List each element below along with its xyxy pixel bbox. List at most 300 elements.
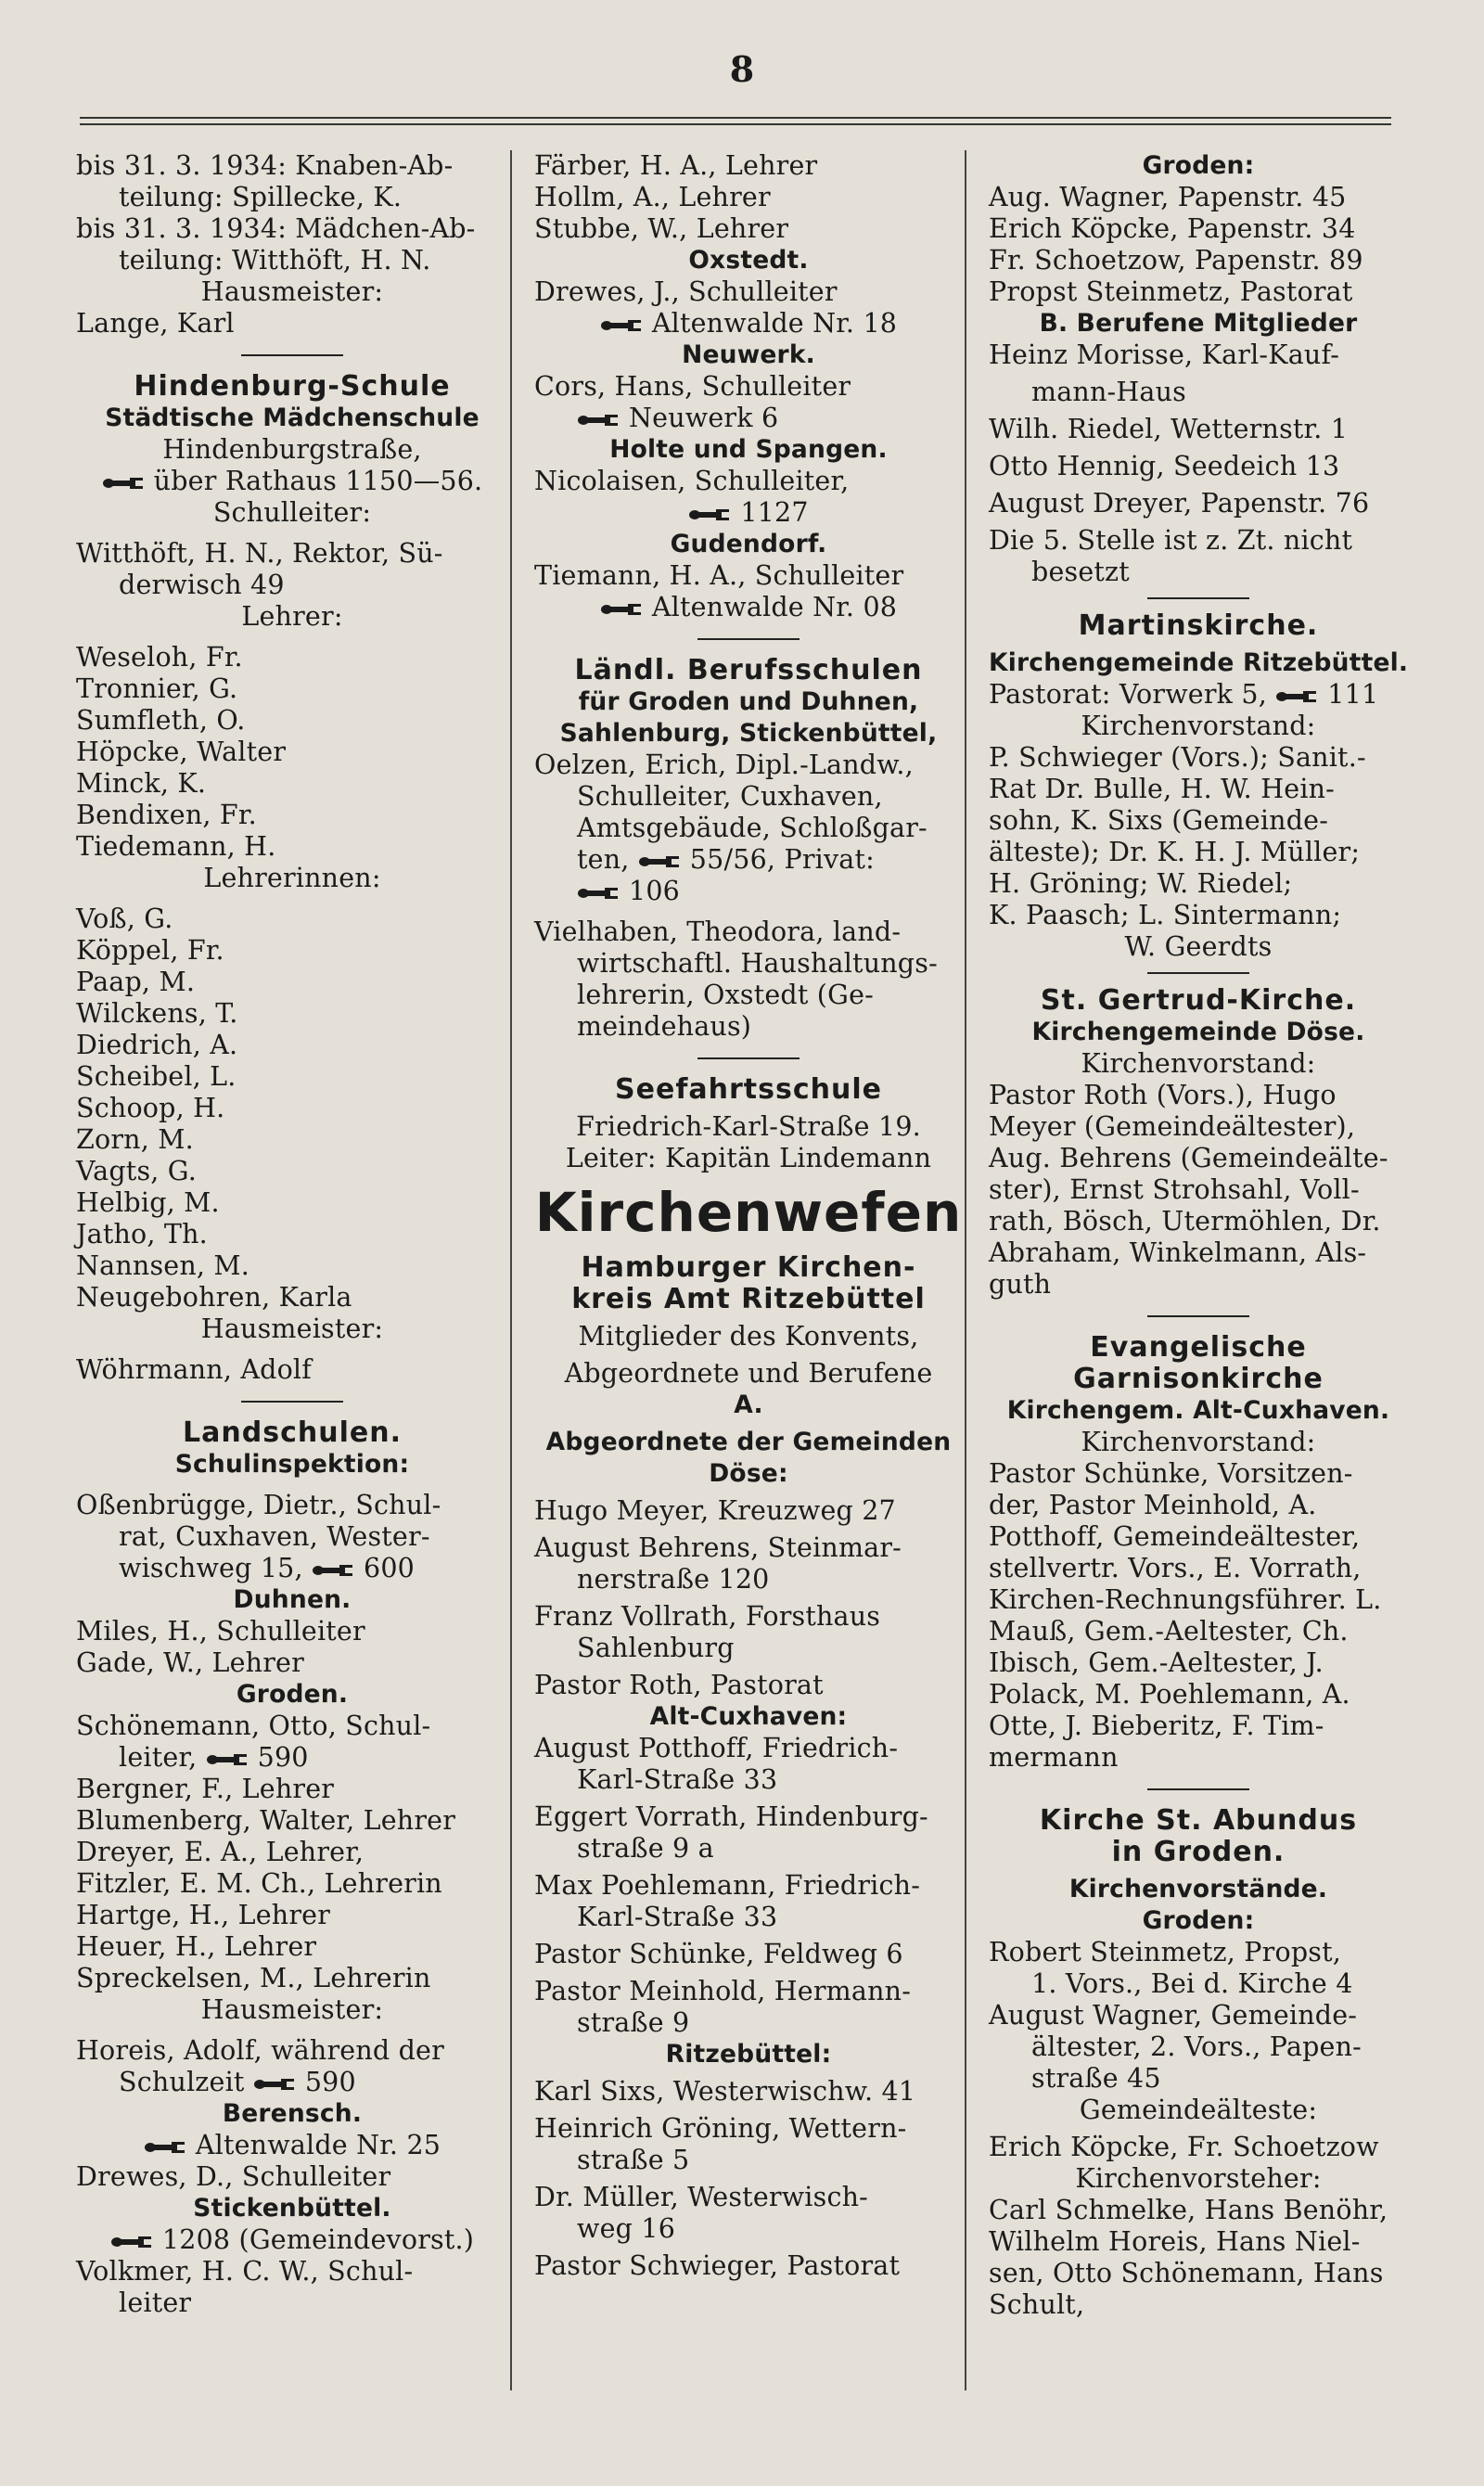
directory-line — [989, 1206, 1408, 1237]
telephone-icon — [253, 2078, 296, 2091]
directory-line — [76, 1313, 508, 1345]
line-text: Pastor Roth (Vors.), Hugo — [989, 1080, 1337, 1110]
line-text: Kirchengemeinde Ritzebüttel. — [989, 648, 1409, 677]
directory-line — [534, 1011, 963, 1043]
directory-line — [76, 1616, 508, 1647]
line-text: ster), Ernst Strohsahl, Voll- — [989, 1174, 1360, 1205]
line-text: Groden. — [236, 1680, 349, 1709]
line-text: Meyer (Gemeindeältester), — [989, 1111, 1356, 1142]
line-text: Höpcke, Walter — [76, 737, 287, 767]
directory-line — [76, 998, 508, 1030]
line-text: Stickenbüttel. — [193, 2194, 391, 2223]
directory-line — [989, 525, 1408, 557]
line-text: Erich Köpcke, Papenstr. 34 — [989, 213, 1356, 244]
directory-line — [989, 1616, 1408, 1647]
line-text: rat, Cuxhaven, Wester- — [119, 1521, 430, 1552]
section-divider — [241, 1401, 343, 1403]
directory-line — [534, 2182, 963, 2213]
line-text: Abgeordnete und Berufene — [564, 1358, 933, 1389]
directory-line — [534, 876, 963, 907]
directory-line — [989, 213, 1408, 245]
line-text: Hamburger Kirchen- — [581, 1251, 916, 1284]
line-text: über Rathaus 1150—56. — [153, 466, 483, 496]
line-text: Polack, M. Poehlemann, A. — [989, 1679, 1350, 1710]
directory-line — [989, 931, 1408, 963]
line-text: Otte, J. Bieberitz, F. Tim- — [989, 1711, 1324, 1741]
line-text: Voß, G. — [76, 903, 173, 934]
directory-line — [989, 451, 1408, 482]
line-text: Karl Sixs, Westerwischw. 41 — [534, 2076, 916, 2107]
directory-line — [534, 1390, 963, 1421]
line-text: Friedrich-Karl-Straße 19. — [576, 1111, 921, 1142]
directory-line — [534, 2250, 963, 2282]
directory-line — [534, 1733, 963, 1764]
line-text: K. Paasch; L. Sintermann; — [989, 900, 1342, 930]
directory-line — [76, 213, 508, 245]
line-text: der, Pastor Meinhold, A. — [989, 1490, 1317, 1520]
directory-line — [76, 497, 508, 529]
directory-line — [989, 1111, 1408, 1143]
directory-line — [989, 276, 1408, 308]
column-middle — [534, 150, 963, 2282]
directory-line — [534, 245, 963, 276]
line-text: Pastor Meinhold, Hermann- — [534, 1976, 912, 2006]
section-divider — [1147, 1315, 1249, 1317]
directory-line — [534, 1902, 963, 1933]
section-divider — [1147, 1788, 1249, 1790]
directory-line — [989, 414, 1408, 445]
line-text: straße 45 — [1031, 2063, 1161, 2094]
line-text: Ländl. Berufsschulen — [574, 654, 923, 686]
directory-line — [989, 1490, 1408, 1521]
directory-line — [989, 182, 1408, 213]
directory-line — [534, 1143, 963, 1174]
directory-line — [989, 837, 1408, 868]
line-text: Hausmeister: — [200, 276, 384, 307]
line-text: Bergner, F., Lehrer — [76, 1774, 335, 1804]
line-text: August Dreyer, Papenstr. 76 — [989, 488, 1370, 519]
line-text: Neuwerk. — [682, 340, 815, 369]
line-text: stellvertr. Vors., E. Vorrath, — [989, 1553, 1362, 1583]
line-text: Altenwalde Nr. 18 — [651, 308, 898, 339]
directory-line — [534, 1252, 963, 1284]
line-text: Schönemann, Otto, Schul- — [76, 1711, 431, 1741]
line-text: Schulinspektion: — [174, 1450, 410, 1479]
line-text: Max Poehlemann, Friedrich- — [534, 1870, 921, 1901]
spacer — [76, 894, 508, 903]
line-text: Neuwerk 6 — [629, 403, 779, 433]
directory-line — [76, 1711, 508, 1742]
directory-line — [534, 1074, 963, 1106]
directory-line — [76, 1187, 508, 1219]
directory-line — [76, 2287, 508, 2319]
directory-line — [534, 434, 963, 466]
directory-line — [534, 1111, 963, 1143]
section-divider — [1147, 597, 1249, 599]
line-text: nerstraße 120 — [577, 1564, 770, 1595]
directory-line — [989, 2000, 1408, 2031]
line-text: Scheibel, L. — [76, 1061, 237, 1092]
line-text: leiter — [119, 2287, 192, 2318]
directory-line — [534, 371, 963, 403]
directory-line — [534, 182, 963, 213]
line-text: Mauß, Gem.-Aeltester, Ch. — [989, 1616, 1349, 1647]
directory-line — [76, 737, 508, 768]
line-text: Zorn, M. — [76, 1124, 194, 1155]
directory-line — [534, 1458, 963, 1490]
line-text: bis 31. 3. 1934: Mädchen-Ab- — [76, 213, 476, 244]
column-divider-1 — [510, 150, 512, 2390]
directory-line — [76, 182, 508, 213]
line-text: Groden: — [1142, 1906, 1255, 1935]
line-text: Aug. Behrens (Gemeindeälte- — [989, 1143, 1388, 1173]
line-text: Ritzebüttel: — [665, 2040, 832, 2069]
line-text: Heuer, H., Lehrer — [76, 1931, 317, 1962]
spacer — [76, 1345, 508, 1354]
directory-line — [989, 1905, 1408, 1937]
line-text: sen, Otto Schönemann, Hans — [989, 2258, 1384, 2288]
directory-line — [989, 647, 1408, 679]
directory-line — [989, 1937, 1408, 1968]
directory-line — [989, 1332, 1408, 1364]
directory-line — [534, 1870, 963, 1902]
directory-line — [76, 1449, 508, 1480]
line-text: Martinskirche. — [1078, 609, 1319, 642]
line-text: Lehrer: — [241, 601, 343, 632]
column-left — [76, 150, 508, 2319]
directory-line — [534, 844, 963, 876]
line-text: Karl-Straße 33 — [577, 1764, 778, 1795]
line-text: Hugo Meyer, Kreuzweg 27 — [534, 1495, 896, 1526]
directory-line — [989, 2258, 1408, 2289]
directory-line — [534, 655, 963, 686]
directory-line — [989, 1458, 1408, 1490]
line-text: August Wagner, Gemeinde- — [989, 2000, 1358, 2031]
directory-line — [534, 1495, 963, 1527]
directory-line — [76, 642, 508, 673]
directory-line — [989, 1521, 1408, 1553]
directory-line — [76, 1521, 508, 1553]
directory-line — [534, 497, 963, 529]
directory-line — [534, 750, 963, 781]
directory-line — [989, 774, 1408, 805]
line-text: besetzt — [1031, 557, 1130, 587]
directory-line — [989, 2132, 1408, 2163]
telephone-icon — [600, 603, 643, 616]
line-text-part: 590 — [304, 2067, 356, 2097]
line-text-part: 600 — [364, 1553, 416, 1583]
directory-line — [989, 1364, 1408, 1395]
line-text: Hindenburgstraße, — [162, 434, 422, 465]
directory-line — [534, 276, 963, 308]
directory-line — [76, 1093, 508, 1124]
directory-line — [534, 2007, 963, 2039]
line-text: Altenwalde Nr. 25 — [195, 2130, 441, 2160]
line-text: Wilckens, T. — [76, 998, 238, 1029]
directory-line — [989, 1395, 1408, 1427]
telephone-icon — [110, 2236, 153, 2249]
line-text: Spreckelsen, M., Lehrerin — [76, 1963, 431, 1993]
line-text: lehrerin, Oxstedt (Ge- — [577, 980, 874, 1010]
line-text: A. — [734, 1390, 763, 1419]
line-text: Köppel, Fr. — [76, 935, 224, 966]
line-text: teilung: Spillecke, K. — [119, 182, 403, 212]
line-text: Landschulen. — [183, 1416, 402, 1449]
line-text: Oelzen, Erich, Dipl.-Landw., — [534, 750, 914, 780]
line-text: Oßenbrügge, Dietr., Schul- — [76, 1490, 441, 1520]
line-text: Kirchenvorstände. — [1068, 1875, 1328, 1903]
line-text: Holte und Spangen. — [609, 435, 888, 464]
directory-line — [534, 340, 963, 371]
line-text: Eggert Vorrath, Hindenburg- — [534, 1801, 928, 1832]
line-text: Pastor Schünke, Vorsitzen- — [989, 1458, 1353, 1489]
telephone-icon — [1275, 690, 1318, 703]
section-divider — [697, 1057, 800, 1059]
directory-line — [534, 1321, 963, 1352]
line-text: Otto Hennig, Seedeich 13 — [989, 451, 1340, 481]
line-text: Sahlenburg — [577, 1633, 735, 1663]
line-text: Kirchenwefen — [534, 1181, 963, 1244]
page-number: 8 — [729, 48, 755, 90]
line-text: Städtische Mädchenschule — [105, 404, 480, 432]
directory-line — [76, 705, 508, 737]
directory-line — [76, 434, 508, 466]
directory-line — [989, 2289, 1408, 2321]
line-text-part: wischweg 15, — [119, 1553, 313, 1583]
directory-line — [534, 403, 963, 434]
line-text: Sumfleth, O. — [76, 705, 246, 736]
directory-line — [534, 1976, 963, 2007]
line-text: älteste); Dr. K. H. J. Müller; — [989, 837, 1361, 867]
directory-line — [76, 1994, 508, 2026]
directory-line — [76, 1553, 508, 1584]
line-text-part: ten, — [577, 844, 638, 875]
line-text: Evangelische — [1090, 1331, 1307, 1364]
directory-line — [534, 1633, 963, 1664]
directory-line — [989, 1143, 1408, 1174]
line-text: Hausmeister: — [200, 1994, 384, 2025]
line-text: 106 — [629, 876, 680, 906]
line-text: Erich Köpcke, Fr. Schoetzow — [989, 2132, 1379, 2162]
line-text: Schoop, H. — [76, 1093, 225, 1123]
directory-line — [989, 1427, 1408, 1458]
directory-line — [989, 340, 1408, 371]
line-text: Nicolaisen, Schulleiter, — [534, 466, 850, 496]
directory-line — [534, 150, 963, 182]
directory-line — [76, 1030, 508, 1061]
line-text: Pastor Schwieger, Pastorat — [534, 2250, 901, 2281]
line-text: straße 5 — [577, 2145, 690, 2175]
directory-line — [76, 403, 508, 434]
directory-line — [76, 2130, 508, 2161]
directory-line — [989, 2163, 1408, 2195]
directory-line — [989, 488, 1408, 519]
directory-line — [76, 1156, 508, 1187]
line-text: Groden: — [1142, 151, 1255, 180]
line-text: Abraham, Winkelmann, Als- — [989, 1237, 1367, 1268]
line-text: Hindenburg-Schule — [134, 370, 451, 403]
line-text: in Groden. — [1111, 1836, 1286, 1868]
line-text-part: 111 — [1327, 679, 1379, 710]
line-text: Rat Dr. Bulle, H. W. Hein- — [989, 774, 1336, 804]
directory-line — [76, 863, 508, 894]
line-text: Ibisch, Gem.-Aeltester, J. — [989, 1647, 1324, 1678]
line-text: Kirchenvorsteher: — [1075, 2163, 1322, 2194]
directory-line — [534, 1833, 963, 1864]
directory-line — [989, 900, 1408, 931]
line-text: für Groden und Duhnen, — [578, 687, 919, 716]
line-text: straße 9 a — [577, 1833, 714, 1864]
directory-line — [76, 1742, 508, 1774]
line-text: August Potthoff, Friedrich- — [534, 1733, 899, 1763]
directory-line — [76, 1679, 508, 1711]
line-text: Schulleiter: — [212, 497, 372, 528]
section-divider — [241, 354, 343, 356]
directory-line — [76, 1417, 508, 1449]
directory-line — [989, 150, 1408, 182]
directory-line — [76, 768, 508, 800]
directory-line — [534, 466, 963, 497]
directory-line — [534, 1601, 963, 1633]
directory-line — [76, 1805, 508, 1837]
directory-line — [76, 2256, 508, 2287]
directory-line — [534, 2145, 963, 2176]
line-text: Abgeordnete der Gemeinden — [545, 1428, 952, 1456]
line-text: Tronnier, G. — [76, 673, 238, 704]
directory-line — [76, 2098, 508, 2130]
line-text: Mitglieder des Konvents, — [578, 1321, 919, 1352]
directory-line — [76, 673, 508, 705]
line-text: Kirchengem. Alt-Cuxhaven. — [1006, 1396, 1390, 1425]
header-rule-bottom — [80, 123, 1391, 125]
directory-line — [76, 601, 508, 633]
directory-line — [534, 980, 963, 1011]
directory-line — [534, 1764, 963, 1796]
spacer — [76, 1480, 508, 1490]
section-divider — [697, 638, 800, 640]
line-text: Pastor Roth, Pastorat — [534, 1670, 824, 1700]
telephone-icon — [600, 319, 643, 332]
directory-line — [534, 2039, 963, 2070]
line-text: Jatho, Th. — [76, 1219, 208, 1249]
directory-line — [534, 1284, 963, 1315]
line-text: Aug. Wagner, Papenstr. 45 — [989, 182, 1347, 212]
directory-line — [989, 557, 1408, 588]
directory-line — [989, 308, 1408, 340]
directory-line — [76, 466, 508, 497]
line-text: Heinz Morisse, Karl-Kauf- — [989, 340, 1340, 370]
line-text: Propst Steinmetz, Pastorat — [989, 276, 1353, 307]
telephone-icon — [206, 1753, 249, 1766]
directory-line — [534, 916, 963, 948]
line-text: Amtsgebäude, Schloßgar- — [577, 813, 928, 843]
line-text: Alt-Cuxhaven: — [649, 1702, 848, 1731]
directory-line — [989, 1048, 1408, 1080]
directory-line — [76, 2035, 508, 2067]
directory-line — [989, 1269, 1408, 1301]
line-text: Witthöft, H. N., Rektor, Sü- — [76, 538, 443, 569]
telephone-icon — [312, 1564, 354, 1577]
line-text: Wilhelm Horeis, Hans Niel- — [989, 2226, 1361, 2257]
directory-line — [989, 711, 1408, 742]
directory-line — [76, 1124, 508, 1156]
line-text: Tiemann, H. A., Schulleiter — [534, 560, 904, 591]
line-text: Kirchenvorstand: — [1081, 1048, 1316, 1079]
directory-line — [989, 868, 1408, 900]
line-text: Vagts, G. — [76, 1156, 198, 1186]
directory-line — [534, 1670, 963, 1701]
line-text: Kirchengemeinde Döse. — [1031, 1018, 1365, 1046]
line-text: Karl-Straße 33 — [577, 1902, 778, 1932]
directory-line — [76, 903, 508, 935]
line-text: Dreyer, E. A., Lehrer, — [76, 1837, 365, 1867]
directory-line — [989, 1174, 1408, 1206]
line-text: Cors, Hans, Schulleiter — [534, 371, 851, 402]
directory-line — [989, 742, 1408, 774]
line-text: wirtschaftl. Haushaltungs- — [577, 948, 938, 979]
directory-line — [989, 1584, 1408, 1616]
line-text: Weseloh, Fr. — [76, 642, 243, 673]
directory-line — [76, 967, 508, 998]
line-text: Kirchen-Rechnungsführer. L. — [989, 1584, 1382, 1615]
line-text: 1. Vors., Bei d. Kirche 4 — [1031, 1968, 1353, 1999]
directory-line — [76, 1282, 508, 1313]
directory-line — [989, 805, 1408, 837]
line-text: Kirchenvorstand: — [1081, 711, 1316, 741]
line-text: Heinrich Gröning, Wettern- — [534, 2113, 907, 2144]
spacer — [76, 529, 508, 538]
line-text: Duhnen. — [233, 1585, 352, 1614]
directory-line — [989, 1874, 1408, 1905]
line-text: Kirche St. Abundus — [1039, 1804, 1358, 1837]
directory-line — [989, 377, 1408, 408]
directory-line — [534, 1358, 963, 1390]
directory-line — [989, 679, 1408, 711]
line-text-part: leiter, — [119, 1742, 206, 1773]
directory-line — [76, 2224, 508, 2256]
line-text: Nannsen, M. — [76, 1250, 250, 1281]
line-text: Altenwalde Nr. 08 — [651, 592, 898, 622]
line-text: Döse: — [709, 1459, 788, 1488]
line-text: Tiedemann, H. — [76, 831, 276, 862]
line-text: guth — [989, 1269, 1052, 1300]
line-text: Sahlenburg, Stickenbüttel, — [559, 719, 938, 748]
directory-line — [989, 1080, 1408, 1111]
directory-line — [534, 718, 963, 750]
line-text: Fr. Schoetzow, Papenstr. 89 — [989, 245, 1363, 276]
line-text: Helbig, M. — [76, 1187, 220, 1218]
line-text: Schult, — [989, 2289, 1085, 2320]
directory-line — [76, 276, 508, 308]
line-text-part: Schulzeit — [119, 2067, 253, 2097]
line-text: sohn, K. Sixs (Gemeinde- — [989, 805, 1329, 836]
directory-line — [534, 1427, 963, 1458]
line-text: ältester, 2. Vors., Papen- — [1031, 2031, 1362, 2062]
directory-line — [534, 813, 963, 844]
line-text: Diedrich, A. — [76, 1030, 238, 1060]
line-text: P. Schwieger (Vors.); Sanit.- — [989, 742, 1366, 773]
line-text: 1127 — [740, 497, 809, 528]
telephone-icon — [577, 887, 620, 900]
section-divider — [1147, 972, 1249, 974]
directory-line — [534, 529, 963, 560]
line-text: Gudendorf. — [670, 530, 827, 558]
directory-line — [76, 150, 508, 182]
directory-line — [76, 1647, 508, 1679]
directory-line — [534, 2076, 963, 2108]
line-text: Hartge, H., Lehrer — [76, 1900, 331, 1930]
line-text: Lange, Karl — [76, 308, 235, 339]
